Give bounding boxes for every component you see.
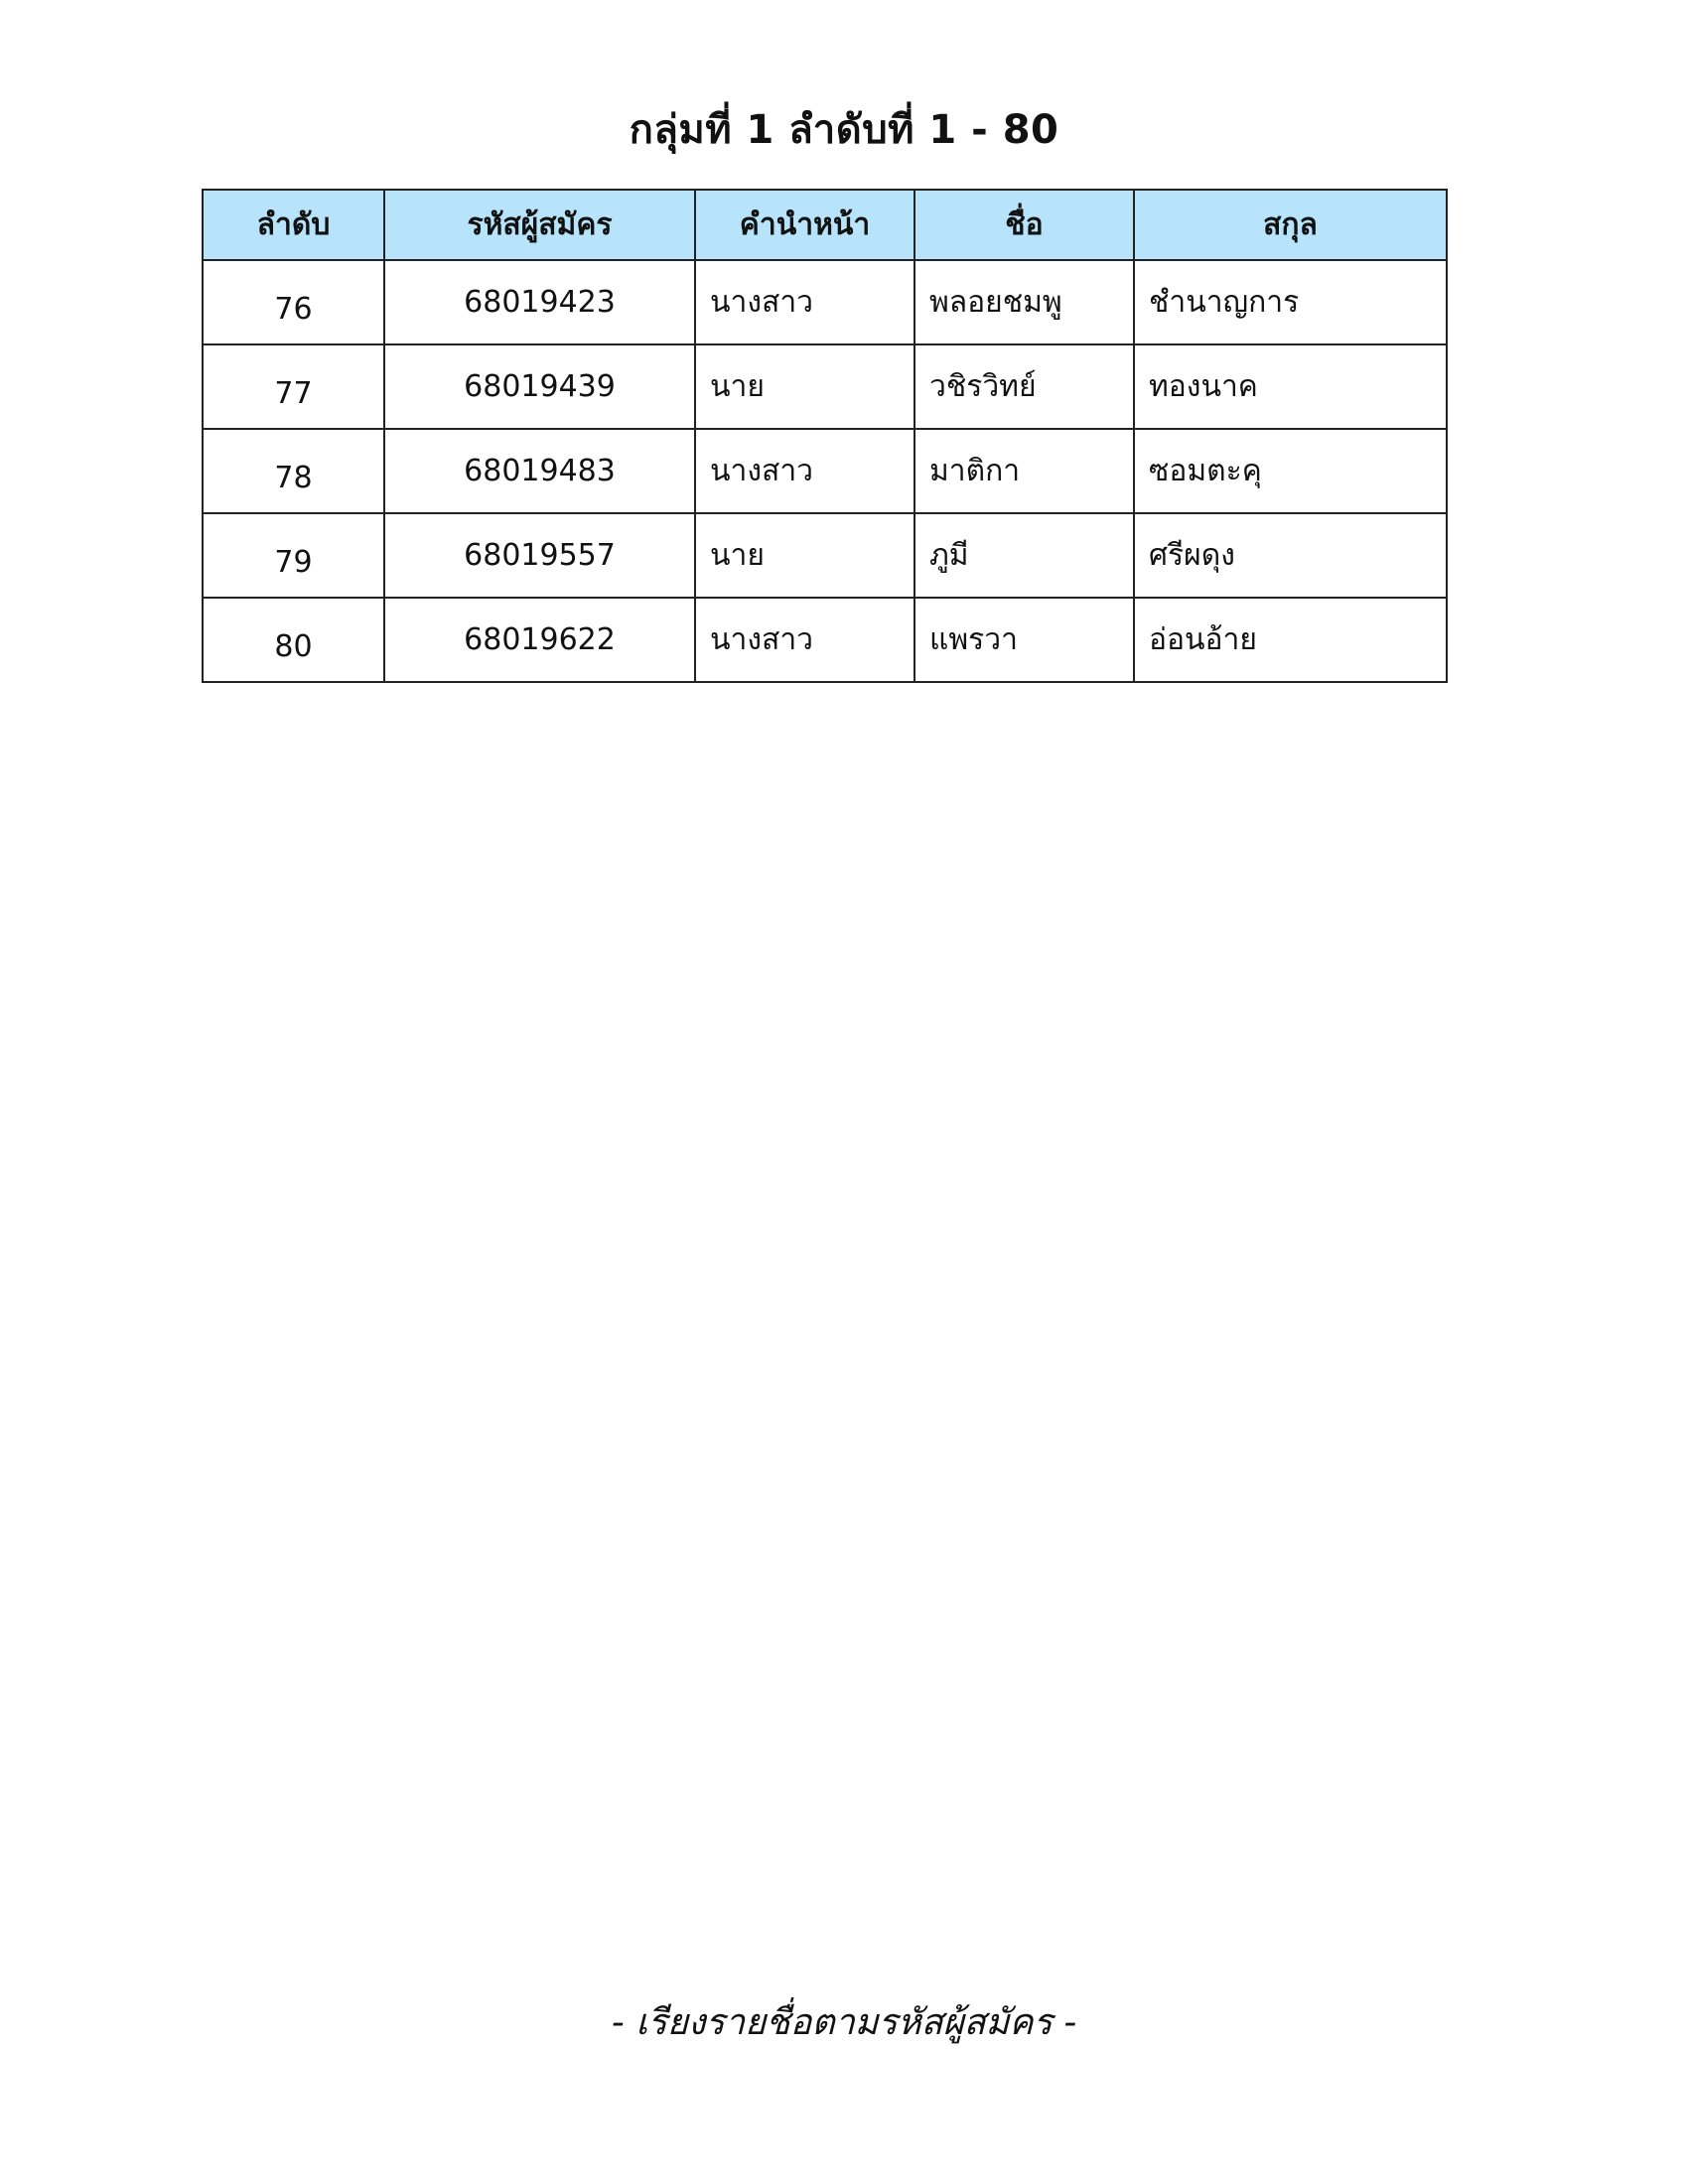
cell-first-name: มาติกา <box>914 429 1134 513</box>
table-row <box>203 429 1447 513</box>
cell-last-name: ซอมตะคุ <box>1134 429 1447 513</box>
cell-prefix: นาย <box>695 513 914 598</box>
cell-last-name: ทองนาค <box>1134 344 1447 429</box>
cell-order: 80 <box>203 598 384 682</box>
cell-applicant-id: 68019557 <box>384 513 695 598</box>
cell-applicant-id: 68019439 <box>384 344 695 429</box>
header-applicant-id: รหัสผู้สมัคร <box>384 190 695 260</box>
table-row <box>203 260 1447 344</box>
cell-order: 77 <box>203 344 384 429</box>
cell-prefix: นาย <box>695 344 914 429</box>
cell-prefix: นางสาว <box>695 429 914 513</box>
header-order: ลำดับ <box>203 190 384 260</box>
cell-first-name: ภูมี <box>914 513 1134 598</box>
cell-prefix: นางสาว <box>695 598 914 682</box>
cell-applicant-id: 68019622 <box>384 598 695 682</box>
cell-order: 78 <box>203 429 384 513</box>
applicant-table <box>202 189 1448 683</box>
cell-last-name: ชำนาญการ <box>1134 260 1447 344</box>
page-title: กลุ่มที่ 1 ลำดับที่ 1 - 80 <box>629 107 1059 153</box>
header-last-name: สกุล <box>1134 190 1447 260</box>
cell-applicant-id: 68019483 <box>384 429 695 513</box>
cell-last-name: ศรีผดุง <box>1134 513 1447 598</box>
cell-first-name: แพรวา <box>914 598 1134 682</box>
sort-order-note: - เรียงรายชื่อตามรหัสผู้สมัคร - <box>611 2002 1077 2043</box>
cell-first-name: พลอยชมพู <box>914 260 1134 344</box>
table-row <box>203 344 1447 429</box>
cell-first-name: วชิรวิทย์ <box>914 344 1134 429</box>
cell-applicant-id: 68019423 <box>384 260 695 344</box>
cell-prefix: นางสาว <box>695 260 914 344</box>
table-row <box>203 513 1447 598</box>
cell-order: 76 <box>203 260 384 344</box>
cell-order: 79 <box>203 513 384 598</box>
header-first-name: ชื่อ <box>914 190 1134 260</box>
table-row <box>203 598 1447 682</box>
cell-last-name: อ่อนอ้าย <box>1134 598 1447 682</box>
table-header-row <box>203 190 1447 260</box>
header-prefix: คำนำหน้า <box>695 190 914 260</box>
